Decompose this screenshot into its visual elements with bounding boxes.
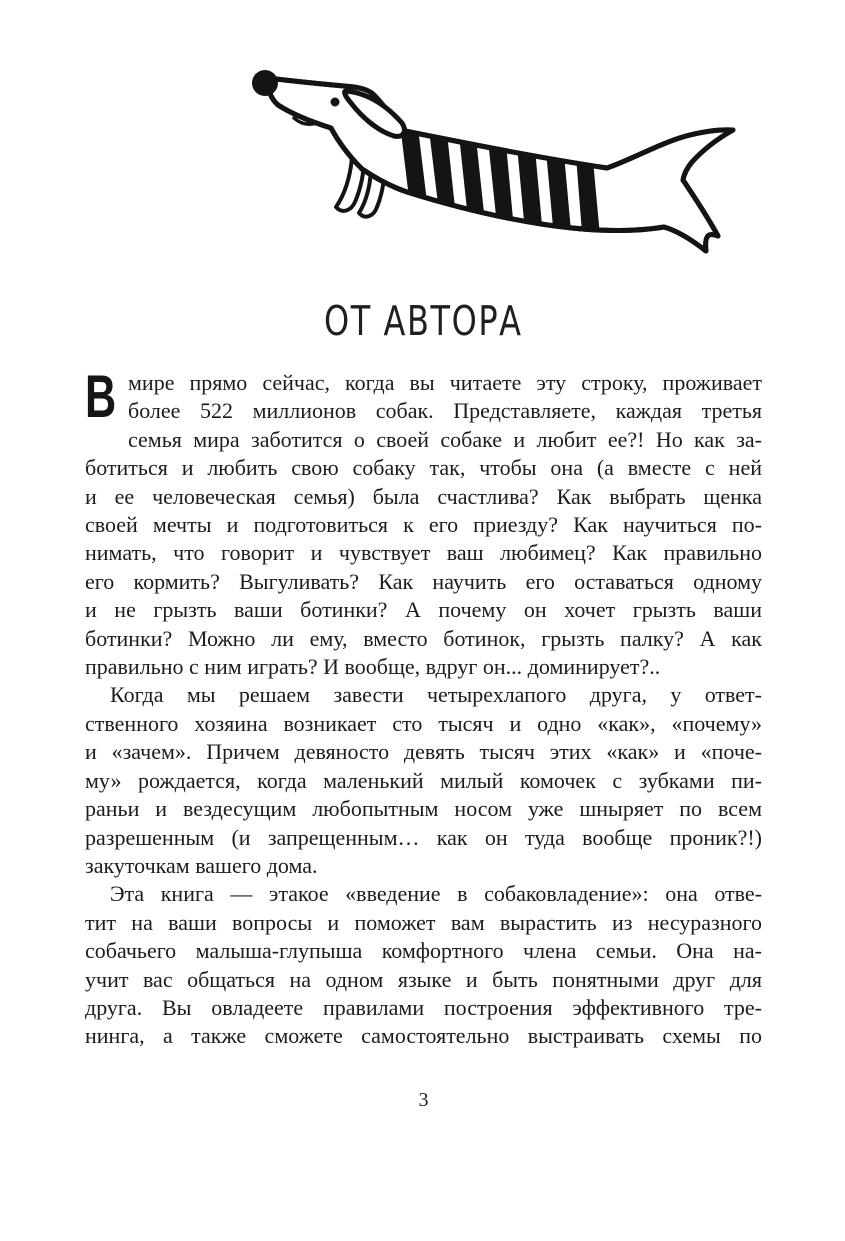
dog-eye xyxy=(331,98,340,107)
page-title xyxy=(85,297,762,345)
text-line: его кормить? Выгуливать? Как научить его оставаться одному xyxy=(85,568,762,594)
text-line: му» рождается, когда маленький милый комочек с зубками пи- xyxy=(85,767,762,793)
dachshund-illustration xyxy=(240,62,750,277)
text-line: нинга, а также сможете самостоятельно выстраивать схемы по xyxy=(85,1023,762,1049)
drop-cap: В xyxy=(85,363,117,430)
paragraph xyxy=(85,880,762,1050)
text-line: и «зачем». Причем девяносто девять тысяч этих «как» и «поче- xyxy=(85,739,762,765)
text-line: закуточкам вашего дома. xyxy=(85,852,318,878)
dog-nose xyxy=(252,70,278,96)
text-line: ботинки? Можно ли ему, вместо ботинок, грызть палку? А как xyxy=(85,625,762,651)
body-text xyxy=(85,363,762,1051)
text-line: ботиться и любить свою собаку так, чтобы она (а вместе с ней xyxy=(85,455,762,481)
text-line: и не грызть ваши ботинки? А почему он хочет грызть ваши xyxy=(85,597,762,623)
text-line: правильно с ним играть? И вообще, вдруг он... доминирует?.. xyxy=(85,654,661,680)
text-line: собачьего малыша-глупыша комфортного члена семьи. Она на- xyxy=(85,938,762,964)
paragraph xyxy=(85,681,762,880)
page-title-text: ОТ АВТОРА xyxy=(324,297,523,345)
text-line: и ее человеческая семья) была счастлива? Как выбрать щенка xyxy=(85,483,762,509)
dachshund-icon xyxy=(240,62,750,277)
text-line: семья мира заботится о своей собаке и любит ее?! Но как за- xyxy=(128,426,762,452)
page-content xyxy=(0,62,845,1112)
text-line: тит на ваши вопросы и поможет вам вырастить из несуразного xyxy=(85,909,762,935)
text-line: Когда мы решаем завести четырехлапого друга, у ответ- xyxy=(110,682,762,708)
text-line: разрешенным (и запрещенным… как он туда вообще проник?!) xyxy=(85,824,762,850)
text-line: раньи и вездесущим любопытным носом уже шныряет по всем xyxy=(85,796,762,822)
text-line: Эта книга — этакое «введение в собаковладение»: она отве- xyxy=(110,881,762,907)
text-line: более 522 миллионов собак. Представляете, каждая третья xyxy=(128,398,762,424)
page-number: 3 xyxy=(418,1088,429,1111)
text-line: мире прямо сейчас, когда вы читаете эту строку, проживает xyxy=(128,370,762,395)
paragraph xyxy=(85,363,762,681)
text-line: друга. Вы овладеете правилами построения эффективного тре- xyxy=(85,994,762,1020)
text-line: своей мечты и подготовиться к его приезду? Как научиться по- xyxy=(85,512,762,538)
text-line: учит вас общаться на одном языке и быть понятными друг для xyxy=(85,966,762,992)
text-line: нимать, что говорит и чувствует ваш любимец? Как правильно xyxy=(85,540,762,566)
text-line: ственного хозяина возникает сто тысяч и одно «как», «почему» xyxy=(85,710,762,736)
